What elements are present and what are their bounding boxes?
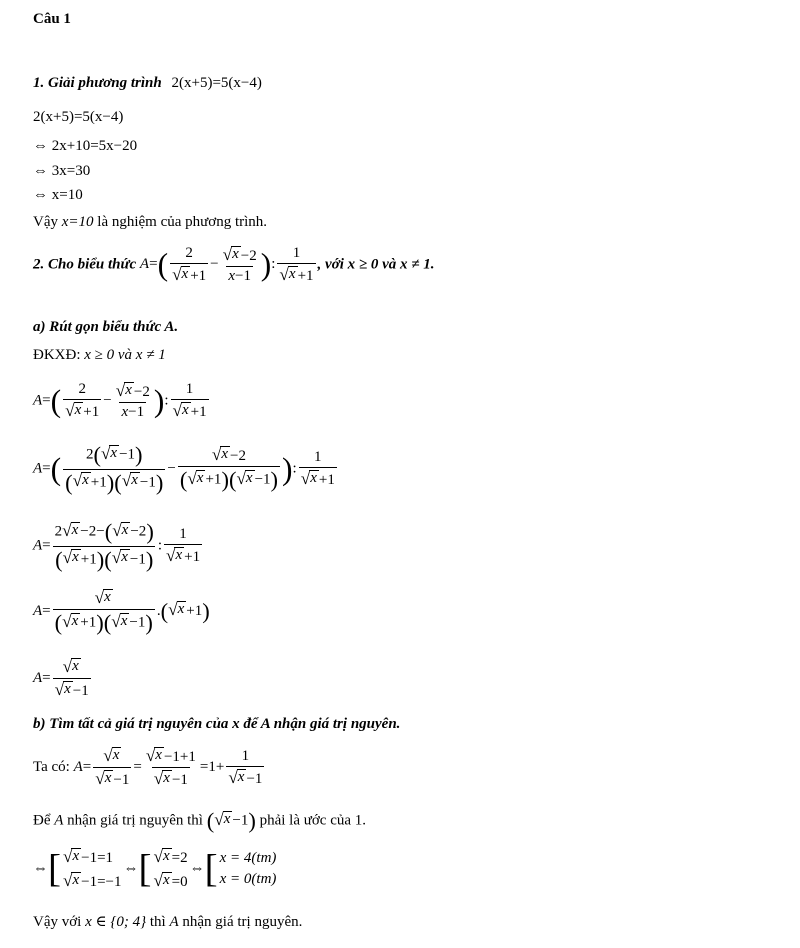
step-2: ⇔ 2x+10=5x−20 [33, 138, 138, 154]
conclusion-pre: Vậy [33, 214, 58, 230]
divisor-line: Để A nhận giá trị nguyên thì ( √ x −1) phải là ước của 1. [33, 808, 367, 833]
case-2: x = 0(tm) [219, 871, 277, 887]
final-post: nhận giá trị nguyên. [182, 914, 303, 930]
part1-equation: 2(x+5)=5(x−4) [171, 75, 262, 91]
part2-condition: , với x ≥ 0 và x ≠ 1. [317, 256, 435, 273]
part1-header [33, 76, 262, 91]
final-pre: Vậy với [33, 914, 82, 930]
part1-conclusion [33, 215, 267, 230]
conclusion-post: là nghiệm của phương trình. [97, 214, 268, 230]
conclusion-math: x=10 [61, 214, 94, 230]
dkxd-value: x ≥ 0 và x ≠ 1 [84, 347, 166, 363]
cases-line: ⇔[ √ x −1=1 √ x −1=−1 ⇔[ √ x =2 √ x =0 ⇔[ x = 4(tm) x = 0(tm) [33, 847, 277, 891]
simplify-line-4: A= √ x ( √ x +1)( √ x −1) .( √ x +1) [33, 588, 210, 635]
simplify-line-2: A=( 2( √ x −1) ( √ x +1)( √ x −1) − √ x −2 ( √ x +1)( √ x −1) ): 1 √ x +1 [33, 442, 335, 495]
simplify-line-1: A=( 2 √ x +1 − √ x −2 x−1 ): 1 √ x +1 [33, 381, 207, 420]
step-1: 2(x+5)=5(x−4) [33, 109, 124, 125]
question-heading: Câu 1 [33, 11, 71, 27]
dkxd-line [33, 348, 166, 363]
part2-title: 2. Cho biểu thức [33, 256, 137, 273]
simplify-line-3: A= 2 √ x −2−( √ x −2) ( √ x +1)( √ x −1) : 1 √ x +1 [33, 519, 201, 572]
taco-line: Ta có: A= √ x √ x −1 = √ x −1+1 √ x −1 =1+ 1 √ x −1 [33, 746, 263, 788]
part2-header [33, 246, 435, 284]
de-pre: Để [33, 812, 51, 829]
final-line: Vậy với x ∈ {0; 4} thì A nhận giá trị nguyên. [33, 914, 303, 930]
de-post: phải là ước của 1. [259, 812, 367, 829]
taco-label: Ta có: [33, 758, 70, 775]
simplify-line-5: A= √ x √ x −1 [33, 657, 89, 699]
part-b-title: b) Tìm tất cả giá trị nguyên của x để A nhận giá trị nguyên. [33, 716, 401, 732]
dkxd-label: ĐKXĐ: [33, 347, 81, 363]
step-3: ⇔ 3x=30 [33, 163, 91, 179]
case-1: x = 4(tm) [219, 850, 277, 866]
part1-title: 1. Giải phương trình [33, 75, 162, 91]
part-a-title: a) Rút gọn biểu thức A. [33, 319, 179, 335]
step-4: ⇔ x=10 [33, 187, 83, 203]
final-set: x ∈ {0; 4} [85, 914, 147, 930]
final-mid: thì [149, 914, 166, 930]
de-mid: nhận giá trị nguyên thì [67, 812, 203, 829]
expression-def: A=( 2 √ x +1 − √ x −2 x−1 ): 1 √ x +1 [139, 245, 314, 284]
